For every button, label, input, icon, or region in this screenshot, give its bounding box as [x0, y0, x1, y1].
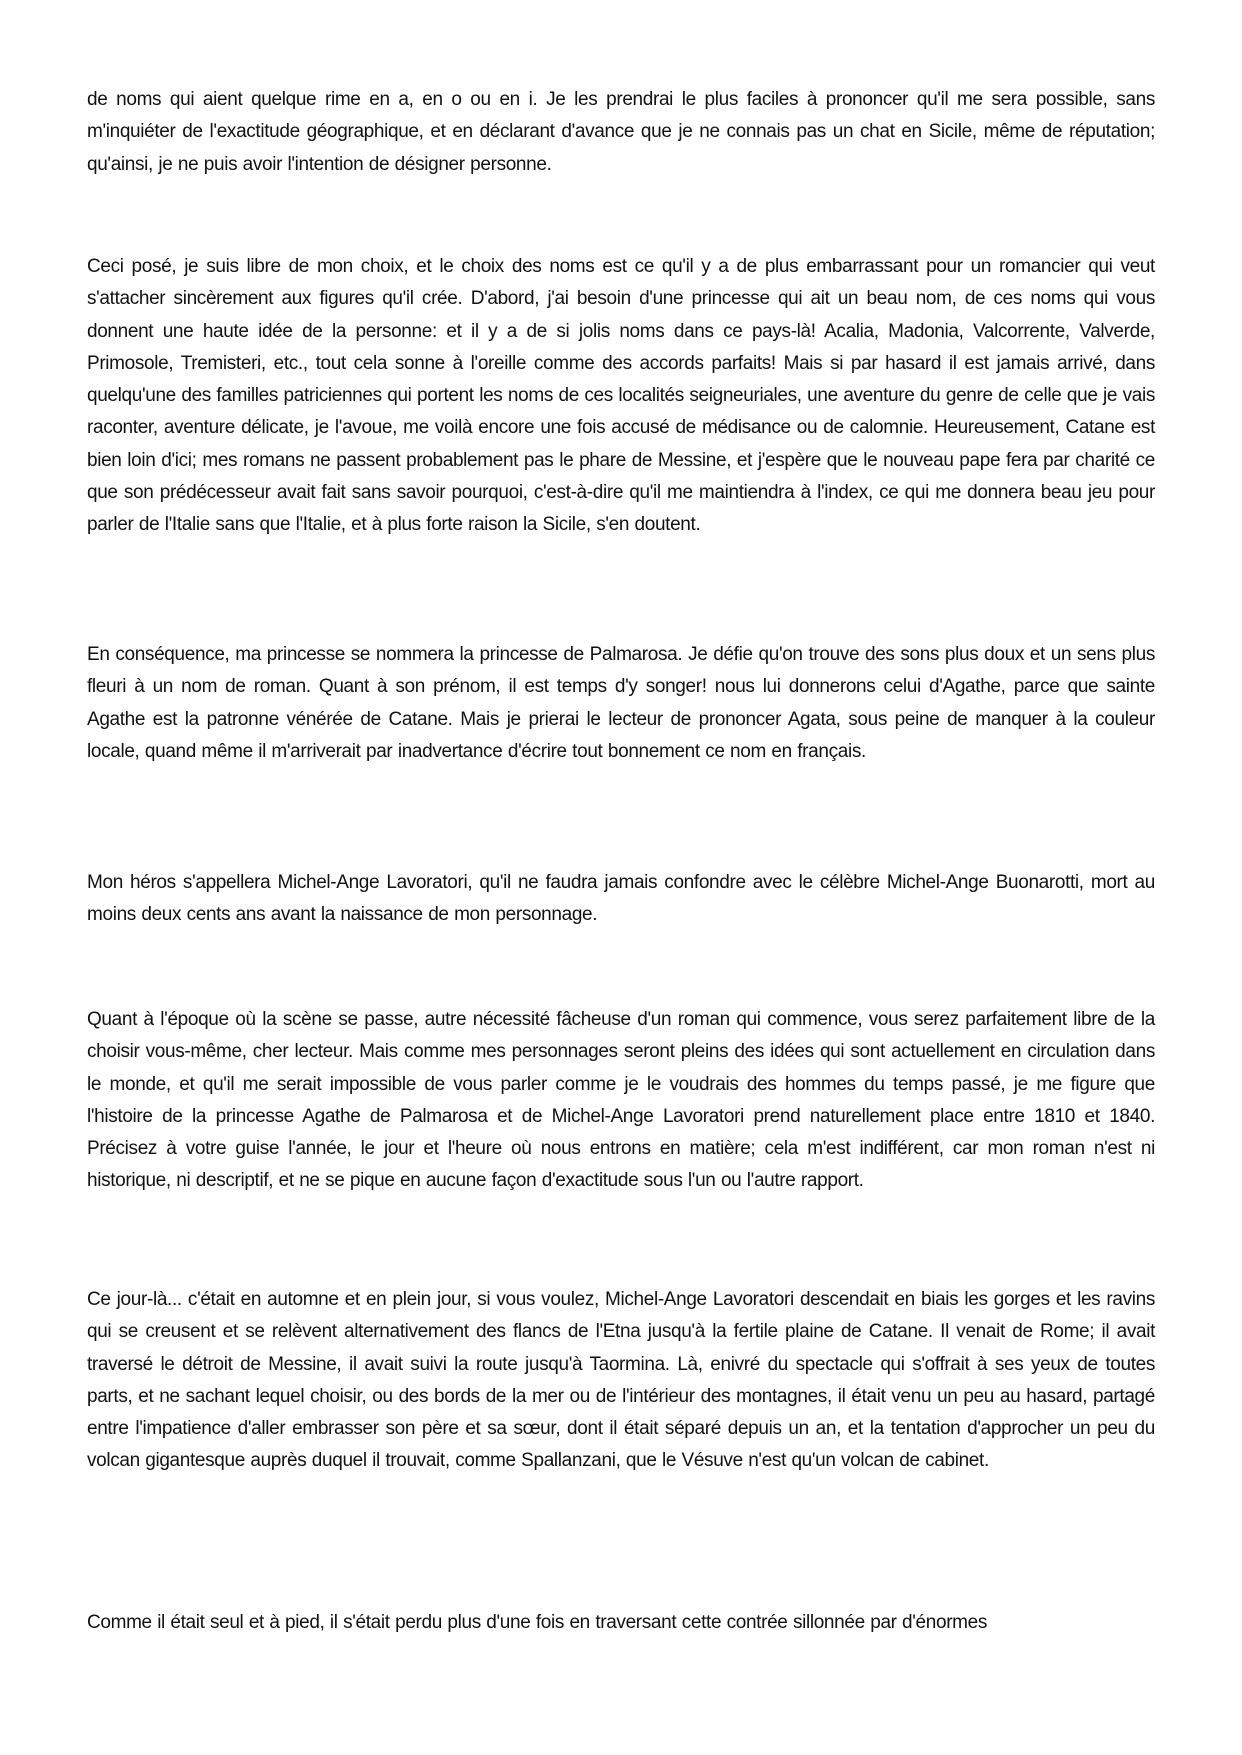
paragraph-names-intro: de noms qui aient quelque rime en a, en o ou en i. Je les prendrai le plus faciles à prononcer qu'il me sera possible, sans m'inquiéter de l'exactitude géographique, et en déclarant d'avance que je ne connais pas un chat en Sicile, même de réputation; qu'ainsi, je ne puis avoir l'intention de désigner personne.: [87, 89, 1155, 175]
paragraph-alone-on-foot: Comme il était seul et à pied, il s'était perdu plus d'une fois en traversant cette contrée sillonnée par d'énormes: [87, 1612, 988, 1633]
paragraph-that-day: Ce jour-là... c'était en automne et en plein jour, si vous voulez, Michel-Ange Lavoratori descendait en biais les gorges et les ravins qui se creusent et se relèvent alternativement des flancs de l'Etna jusqu'à la fertile plaine de Catane. Il venait de Rome; il avait traversé le détroit de Messine, il avait suivi la route jusqu'à Taormina. Là, enivré du spectacle qui s'offrait à ses yeux de toutes parts, et ne sachant lequel choisir, ou des bords de la mer ou de l'intérieur des montagnes, il était venu un peu au hasard, partagé entre l'impatience d'aller embrasser son père et sa sœur, dont il était séparé depuis un an, et la tentation d'approcher un peu du volcan gigantesque auprès duquel il trouvait, comme Spallanzani, que le Vésuve n'est qu'un volcan de cabinet.: [87, 1289, 1155, 1472]
paragraph-epoch: Quant à l'époque où la scène se passe, autre nécessité fâcheuse d'un roman qui commence, vous serez parfaitement libre de la choisir vous-même, cher lecteur. Mais comme mes personnages seront pleins des idées qui sont actuellement en circulation dans le monde, et qu'il me serait impossible de vous parler comme je le voudrais des hommes du temps passé, je me figure que l'histoire de la princesse Agathe de Palmarosa et de Michel-Ange Lavoratori prend naturellement place entre 1810 et 1840. Précisez à votre guise l'année, le jour et l'heure où nous entrons en matière; cela m'est indifférent, car mon roman n'est ni historique, ni descriptif, et ne se pique en aucune façon d'exactitude sous l'un ou l'autre rapport.: [87, 1009, 1155, 1192]
paragraph-choice-of-names: Ceci posé, je suis libre de mon choix, et le choix des noms est ce qu'il y a de plus embarrassant pour un romancier qui veut s'attacher sincèrement aux figures qu'il crée. D'abord, j'ai besoin d'une princesse qui ait un beau nom, de ces noms qui vous donnent une haute idée de la personne: et il y a de si jolis noms dans ce pays-là! Acalia, Madonia, Valcorrente, Valverde, Primosole, Tremisteri, etc., tout cela sonne à l'oreille comme des accords parfaits! Mais si par hasard il est jamais arrivé, dans quelqu'une des familles patriciennes qui portent les noms de ces localités seigneuriales, une aventure du genre de celle que je vais raconter, aventure délicate, je l'avoue, me voilà encore une fois accusé de médisance ou de calomnie. Heureusement, Catane est bien loin d'ici; mes romans ne passent probablement pas le phare de Messine, et j'espère que le nouveau pape fera par charité ce que son prédécesseur avait fait sans savoir pourquoi, c'est-à-dire qu'il me maintiendra à l'index, ce qui me donnera beau jeu pour parler de l'Italie sans que l'Italie, et à plus forte raison la Sicile, s'en doutent.: [87, 256, 1155, 536]
paragraph-hero-name: Mon héros s'appellera Michel-Ange Lavoratori, qu'il ne faudra jamais confondre avec le célèbre Michel-Ange Buonarotti, mort au moins deux cents ans avant la naissance de mon personnage.: [87, 872, 1155, 926]
paragraph-princess-palmarosa: En conséquence, ma princesse se nommera la princesse de Palmarosa. Je défie qu'on trouve des sons plus doux et un sens plus fleuri à un nom de roman. Quant à son prénom, il est temps d'y songer! nous lui donnerons celui d'Agathe, parce que sainte Agathe est la patronne vénérée de Catane. Mais je prierai le lecteur de prononcer Agata, sous peine de manquer à la couleur locale, quand même il m'arriverait par inadvertance d'écrire tout bonnement ce nom en français.: [87, 644, 1155, 762]
